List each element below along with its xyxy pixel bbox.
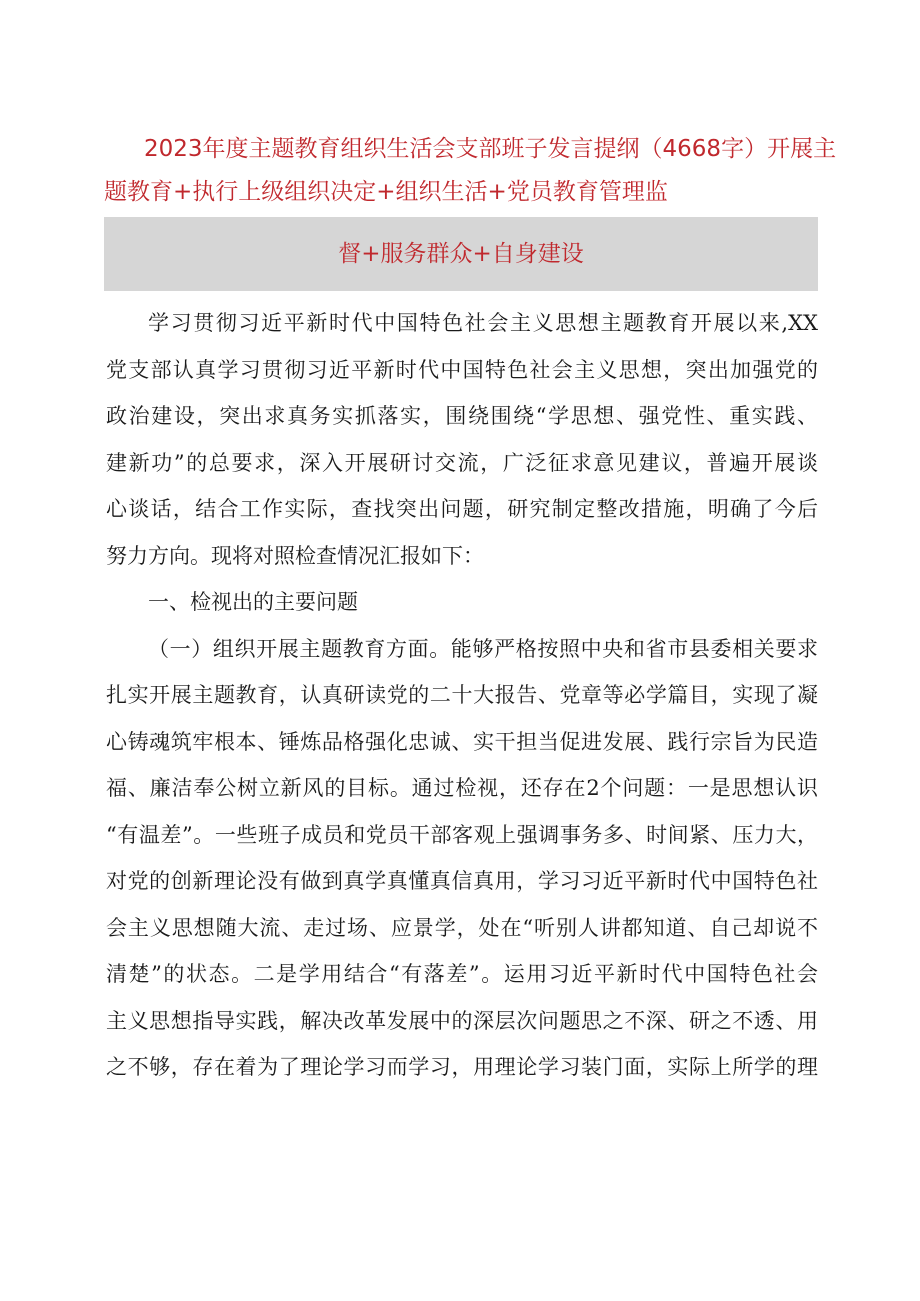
section-line-7: 会主义思想随大流、走过场、应景学，处在“听别人讲都知道、自己却说不: [106, 915, 818, 940]
intro-line-1: 学习贯彻习近平新时代中国特色社会主义思想主题教育开展以来,XX: [148, 311, 818, 335]
section-line-1: （一）组织开展主题教育方面。能够严格按照中央和省市县委相关要求: [148, 636, 818, 661]
document-title: [104, 128, 837, 214]
section-line-10: 之不够，存在着为了理论学习而学习，用理论学习装门面，实际上所学的理: [106, 1055, 818, 1079]
section-line-6: 对党的创新理论没有做到真学真懂真信真用，学习习近平新时代中国特色社: [106, 869, 818, 893]
section-line-8: 清楚”的状态。二是学用结合“有落差”。运用习近平新时代中国特色社会: [106, 962, 818, 986]
intro-line-3: 政治建设，突出求真务实抓落实，围绕围绕“学思想、强党性、重实践、: [106, 404, 818, 428]
section-line-9: 主义思想指导实践，解决改革发展中的深层次问题思之不深、研之不透、用: [106, 1008, 818, 1033]
document-body: [106, 300, 818, 1091]
intro-line-4: 建新功”的总要求，深入开展研讨交流，广泛征求意见建议，普遍开展谈: [106, 450, 818, 475]
intro-line-6: 努力方向。现将对照检查情况汇报如下：: [106, 543, 484, 568]
section-line-5: “有温差”。一些班子成员和党员干部客观上强调事务多、时间紧、压力大，: [106, 822, 818, 847]
title-line-3-shaded: 督+服务群众+自身建设: [104, 217, 818, 291]
section-heading: 一、检视出的主要问题: [148, 590, 358, 614]
intro-line-5: 心谈话，结合工作实际，查找突出问题，研究制定整改措施，明确了今后: [106, 497, 818, 521]
title-line-1: 2023年度主题教育组织生活会支部班子发言提纲（4668字）开展主: [144, 136, 837, 162]
section-line-3: 心铸魂筑牢根本、锤炼品格强化忠诚、实干担当促进发展、践行宗旨为民造: [106, 729, 818, 754]
title-line-2: 题教育+执行上级组织决定+组织生活+党员教育管理监: [104, 179, 668, 205]
intro-line-2: 党支部认真学习贯彻习近平新时代中国特色社会主义思想，突出加强党的: [106, 357, 818, 382]
section-line-4: 福、廉洁奉公树立新风的目标。通过检视，还存在2个问题：一是思想认识: [106, 776, 818, 800]
section-line-2: 扎实开展主题教育，认真研读党的二十大报告、党章等必学篇目，实现了凝: [106, 683, 818, 707]
